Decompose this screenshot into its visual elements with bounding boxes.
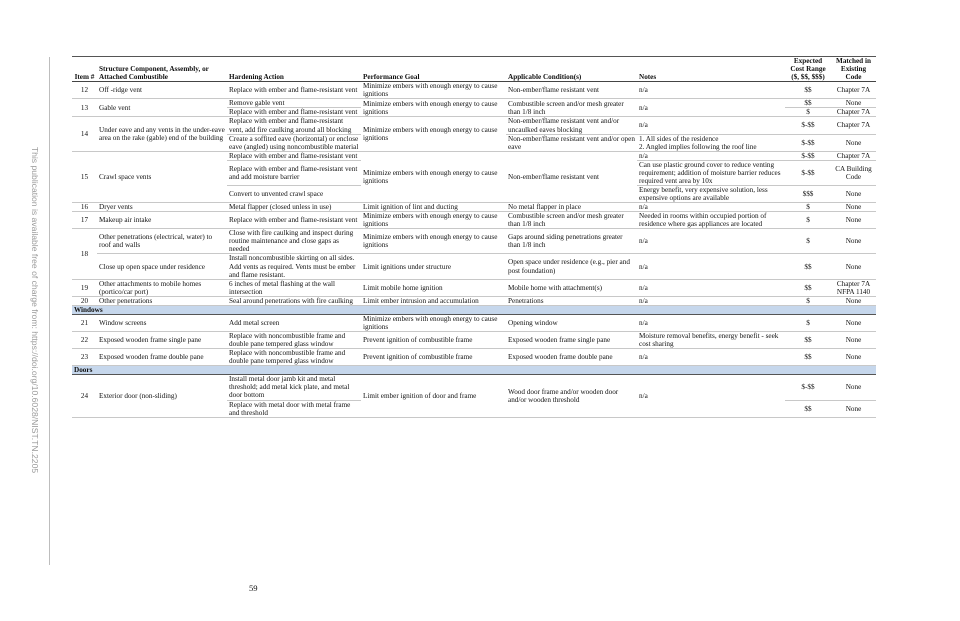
table-row xyxy=(72,212,876,229)
condition-cell: Combustible screen and/or mesh greater than 1/8 inch xyxy=(506,99,637,117)
cost-cell: $-$$ xyxy=(785,375,831,400)
section-header-doors xyxy=(72,366,876,375)
goal-cell: Limit ember intrusion and accumulation xyxy=(361,296,506,305)
header-cost: Expected Cost Range ($, $$, $$$) xyxy=(790,57,826,82)
table-row xyxy=(72,82,876,99)
doi-note: This publication is available free of charge from: https://doi.org/10.6028/NIST.TN.2205 xyxy=(30,146,40,474)
item-number: 15 xyxy=(72,151,97,202)
header-action: Hardening Action xyxy=(229,73,284,82)
notes-cell: n/a xyxy=(637,117,785,134)
condition-cell: Wood door frame and/or wooden door and/or wooden threshold xyxy=(506,375,637,417)
component-cell: Off -ridge vent xyxy=(97,82,227,99)
table-row xyxy=(72,332,876,349)
code-cell: None xyxy=(831,212,876,229)
component-cell: Under eave and any vents in the under-eave area on the rake (gable) end of the building xyxy=(97,117,227,151)
code-cell: None xyxy=(831,296,876,305)
goal-cell: Limit ember ignition of door and frame xyxy=(361,375,506,417)
goal-cell: Minimize embers with enough energy to cause ignitions xyxy=(361,229,506,254)
code-cell: Chapter 7A NFPA 1140 xyxy=(831,279,876,296)
action-cell: Replace with ember and flame-resistant vent and add moisture barrier xyxy=(227,160,361,185)
page-number: 59 xyxy=(249,583,258,593)
condition-cell: Exposed wooden frame double pane xyxy=(506,349,637,366)
code-cell: None xyxy=(831,314,876,331)
code-cell: None xyxy=(831,99,876,108)
action-cell: Replace with metal door with metal frame and threshold xyxy=(227,400,361,417)
table-row xyxy=(72,279,876,296)
section-header-windows xyxy=(72,305,876,314)
cost-cell: $ xyxy=(785,296,831,305)
cost-cell: $$ xyxy=(785,82,831,99)
cost-cell: $$ xyxy=(785,349,831,366)
hardening-actions-table xyxy=(72,56,876,418)
component-cell: Other penetrations (electrical, water) to roof and walls xyxy=(97,229,227,254)
cost-cell: $-$$ xyxy=(785,117,831,134)
condition-cell: Open space under residence (e.g., pier and post foundation) xyxy=(506,254,637,279)
code-cell: None xyxy=(831,229,876,254)
action-cell: Add metal screen xyxy=(227,314,361,331)
table-row xyxy=(72,254,876,279)
cost-cell: $$ xyxy=(785,279,831,296)
component-cell: Crawl space vents xyxy=(97,151,227,202)
table-row xyxy=(72,349,876,366)
condition-cell: Penetrations xyxy=(506,296,637,305)
component-cell: Dryer vents xyxy=(97,203,227,212)
item-number: 12 xyxy=(72,82,97,99)
condition-cell: Non-ember/flame resistant vent xyxy=(506,82,637,99)
code-cell: None xyxy=(831,185,876,202)
header-component: Structure Component, Assembly, or Attached Combustible xyxy=(99,65,209,82)
component-cell: Exposed wooden frame single pane xyxy=(97,332,227,349)
cost-cell: $ xyxy=(785,108,831,117)
condition-cell: Gaps around siding penetrations greater than 1/8 inch xyxy=(506,229,637,254)
item-number: 24 xyxy=(72,375,97,417)
item-number: 22 xyxy=(72,332,97,349)
code-cell: None xyxy=(831,254,876,279)
notes-cell: n/a xyxy=(637,151,785,160)
code-cell: None xyxy=(831,332,876,349)
component-cell: Close up open space under residence xyxy=(97,254,227,279)
cost-cell: $ xyxy=(785,314,831,331)
action-cell: Metal flapper (closed unless in use) xyxy=(227,203,361,212)
code-cell: None xyxy=(831,203,876,212)
action-cell: Close with fire caulking and inspect during routine maintenance and close gaps as needed xyxy=(227,229,361,254)
cost-cell: $$$ xyxy=(785,185,831,202)
action-cell: Replace with ember and flame-resistant vent, add fire caulking around all blocking xyxy=(227,117,361,134)
item-number: 21 xyxy=(72,314,97,331)
condition-cell: No metal flapper in place xyxy=(506,203,637,212)
condition-cell: Opening window xyxy=(506,314,637,331)
notes-cell: n/a xyxy=(637,254,785,279)
header-item: Item # xyxy=(74,73,95,82)
cost-cell: $$ xyxy=(785,332,831,349)
action-cell: Seal around penetrations with fire caulking xyxy=(227,296,361,305)
item-number: 20 xyxy=(72,296,97,305)
action-cell: Replace with ember and flame-resistant vent xyxy=(227,82,361,99)
component-cell: Exterior door (non-sliding) xyxy=(97,375,227,417)
component-cell: Other attachments to mobile homes (portico/car port) xyxy=(97,279,227,296)
code-cell: Chapter 7A xyxy=(831,108,876,117)
goal-cell: Minimize embers with enough energy to cause ignitions xyxy=(361,82,506,99)
goal-cell: Minimize embers with enough energy to cause ignitions xyxy=(361,151,506,202)
notes-cell: Energy benefit, very expensive solution, less expensive options are available xyxy=(637,185,785,202)
notes-cell: n/a xyxy=(637,203,785,212)
cost-cell: $$ xyxy=(785,400,831,417)
notes-cell: 1. All sides of the residence 2. Angled implies following the roof line xyxy=(637,134,785,151)
margin-rule xyxy=(49,57,50,565)
goal-cell: Prevent ignition of combustible frame xyxy=(361,349,506,366)
table-row xyxy=(72,151,876,160)
component-cell: Gable vent xyxy=(97,99,227,117)
goal-cell: Minimize embers with enough energy to cause ignitions xyxy=(361,99,506,117)
header-code: Matched in Existing Code xyxy=(836,57,871,82)
item-number: 17 xyxy=(72,212,97,229)
goal-cell: Prevent ignition of combustible frame xyxy=(361,332,506,349)
item-number: 16 xyxy=(72,203,97,212)
action-cell: Replace with ember and flame-resistant vent xyxy=(227,108,361,117)
condition-cell: Non-ember/flame resistant vent and/or uncaulked eaves blocking xyxy=(506,117,637,134)
table-row xyxy=(72,375,876,400)
component-cell: Exposed wooden frame double pane xyxy=(97,349,227,366)
action-cell: Install noncombustible skirting on all sides. Add vents as required. Vents must be ember and flame resistant. xyxy=(227,254,361,279)
table-header xyxy=(72,57,876,82)
condition-cell: Non-ember/flame resistant vent xyxy=(506,151,637,202)
notes-cell: Moisture removal benefits, energy benefit - seek cost sharing xyxy=(637,332,785,349)
code-cell: Chapter 7A xyxy=(831,82,876,99)
table-row xyxy=(72,203,876,212)
section-title: Windows xyxy=(72,305,876,314)
notes-cell: n/a xyxy=(637,296,785,305)
component-cell: Other penetrations xyxy=(97,296,227,305)
action-cell: Replace with noncombustible frame and double pane tempered glass window xyxy=(227,332,361,349)
goal-cell: Minimize embers with enough energy to cause ignitions xyxy=(361,212,506,229)
code-cell: None xyxy=(831,375,876,400)
code-cell: None xyxy=(831,134,876,151)
header-condition: Applicable Condition(s) xyxy=(508,73,582,82)
goal-cell: Limit mobile home ignition xyxy=(361,279,506,296)
table-row xyxy=(72,296,876,305)
action-cell: Remove gable vent xyxy=(227,99,361,108)
component-cell: Makeup air intake xyxy=(97,212,227,229)
notes-cell: n/a xyxy=(637,99,785,117)
goal-cell: Minimize embers with enough energy to cause ignitions xyxy=(361,117,506,151)
table-row xyxy=(72,314,876,331)
action-cell: Replace with noncombustible frame and double pane tempered glass window xyxy=(227,349,361,366)
goal-cell: Minimize embers with enough energy to cause ignitions xyxy=(361,314,506,331)
action-cell: 6 inches of metal flashing at the wall intersection xyxy=(227,279,361,296)
condition-cell: Non-ember/flame resistant vent and/or open eave xyxy=(506,134,637,151)
code-cell: None xyxy=(831,349,876,366)
cost-cell: $$ xyxy=(785,99,831,108)
item-number: 19 xyxy=(72,279,97,296)
code-cell: CA Building Code xyxy=(831,160,876,185)
notes-cell: n/a xyxy=(637,314,785,331)
goal-cell: Limit ignition of lint and ducting xyxy=(361,203,506,212)
notes-cell: n/a xyxy=(637,349,785,366)
notes-cell: n/a xyxy=(637,375,785,417)
code-cell: Chapter 7A xyxy=(831,151,876,160)
section-title: Doors xyxy=(72,366,876,375)
table-row xyxy=(72,117,876,134)
code-cell: None xyxy=(831,400,876,417)
condition-cell: Mobile home with attachment(s) xyxy=(506,279,637,296)
item-number: 13 xyxy=(72,99,97,117)
condition-cell: Exposed wooden frame single pane xyxy=(506,332,637,349)
goal-cell: Limit ignitions under structure xyxy=(361,254,506,279)
action-cell: Create a soffited eave (horizontal) or enclose eave (angled) using noncombustible material xyxy=(227,134,361,151)
action-cell: Replace with ember and flame-resistant vent xyxy=(227,151,361,160)
cost-cell: $-$$ xyxy=(785,134,831,151)
action-cell: Replace with ember and flame-resistant vent xyxy=(227,212,361,229)
notes-cell: Can use plastic ground cover to reduce venting requirement; addition of moisture barrier reduces required vent area by 10x xyxy=(637,160,785,185)
cost-cell: $ xyxy=(785,203,831,212)
cost-cell: $ xyxy=(785,212,831,229)
notes-cell: n/a xyxy=(637,279,785,296)
notes-cell: n/a xyxy=(637,82,785,99)
action-cell: Convert to unvented crawl space xyxy=(227,185,361,202)
action-cell: Install metal door jamb kit and metal threshold; add metal kick plate, and metal door bottom xyxy=(227,375,361,400)
header-goal: Performance Goal xyxy=(363,73,420,82)
cost-cell: $$ xyxy=(785,254,831,279)
code-cell: Chapter 7A xyxy=(831,117,876,134)
item-number: 14 xyxy=(72,117,97,151)
table-row xyxy=(72,229,876,254)
table-row xyxy=(72,99,876,108)
notes-cell: n/a xyxy=(637,229,785,254)
cost-cell: $ xyxy=(785,229,831,254)
component-cell: Window screens xyxy=(97,314,227,331)
item-number: 23 xyxy=(72,349,97,366)
header-notes: Notes xyxy=(639,73,657,82)
item-number: 18 xyxy=(72,229,97,279)
cost-cell: $-$$ xyxy=(785,160,831,185)
condition-cell: Combustible screen and/or mesh greater than 1/8 inch xyxy=(506,212,637,229)
notes-cell: Needed in rooms within occupied portion of residence where gas appliances are located xyxy=(637,212,785,229)
cost-cell: $-$$ xyxy=(785,151,831,160)
